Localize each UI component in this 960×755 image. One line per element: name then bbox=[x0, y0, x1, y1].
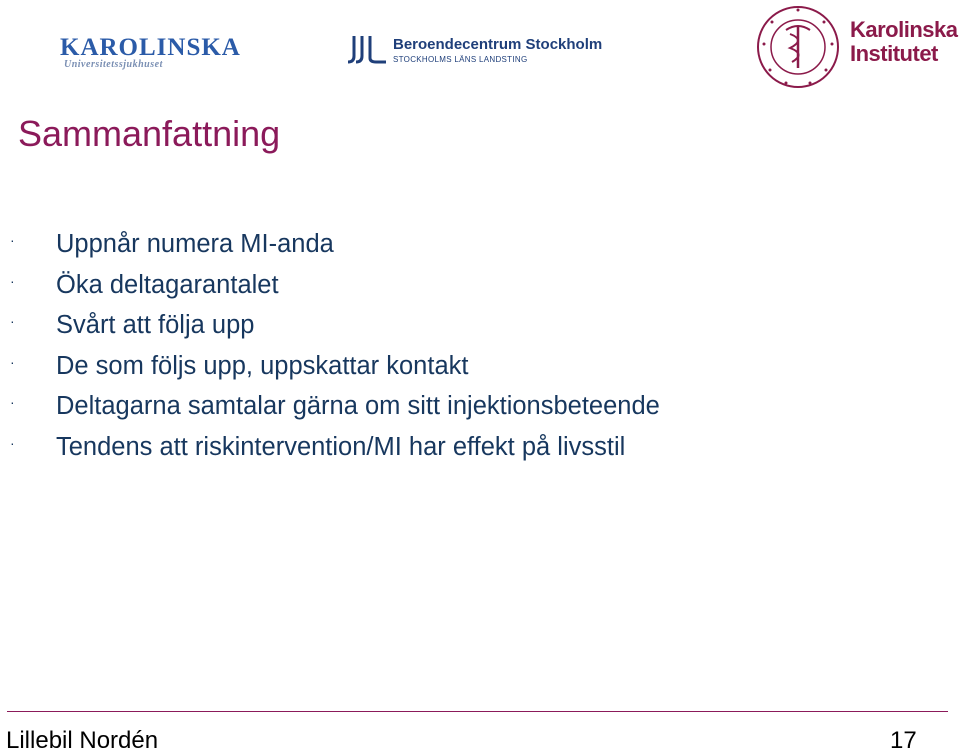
presenter-name: Lillebil Nordén bbox=[6, 727, 159, 754]
beroendecentrum-subtitle: STOCKHOLMS LÄNS LANDSTING bbox=[393, 55, 528, 64]
karolinska-hospital-logo bbox=[60, 34, 320, 74]
beroendecentrum-name: Beroendecentrum Stockholm bbox=[393, 36, 603, 53]
bullet-item bbox=[0, 230, 940, 271]
bullet-text: De som följs upp, uppskattar kontakt bbox=[56, 351, 469, 380]
karolinska-institutet-seal-icon bbox=[752, 4, 844, 90]
bullet-text: Tendens att riskintervention/MI har effekt på livsstil bbox=[56, 432, 626, 461]
bullet-item bbox=[0, 392, 940, 433]
bullet-item bbox=[0, 352, 940, 393]
bullet-item bbox=[0, 271, 940, 312]
bullet-marker: · bbox=[10, 272, 15, 289]
slide-title: Sammanfattning bbox=[18, 113, 281, 154]
bullet-marker: · bbox=[10, 434, 15, 451]
ki-name-line2: Institutet bbox=[850, 41, 938, 66]
bullet-text: Deltagarna samtalar gärna om sitt injektionsbeteende bbox=[56, 392, 660, 420]
page-number: 17 bbox=[890, 727, 917, 754]
bullet-marker: · bbox=[10, 394, 15, 410]
karolinska-institutet-name bbox=[850, 18, 958, 66]
sll-emblem-icon bbox=[348, 34, 388, 66]
bullet-text: Svårt att följa upp bbox=[56, 311, 255, 339]
ki-name-line1: Karolinska bbox=[850, 17, 958, 42]
bullet-list bbox=[0, 230, 940, 473]
footer-divider bbox=[7, 711, 948, 712]
bullet-marker: · bbox=[10, 232, 15, 248]
bullet-text: Uppnår numera MI-anda bbox=[56, 230, 334, 258]
logo-header bbox=[0, 0, 960, 95]
bullet-item bbox=[0, 311, 940, 352]
beroendecentrum-logo bbox=[348, 34, 658, 70]
bullet-marker: · bbox=[10, 313, 15, 329]
bullet-marker: · bbox=[10, 353, 15, 370]
karolinska-hospital-subtitle: Universitetssjukhuset bbox=[64, 59, 163, 70]
bullet-item bbox=[0, 433, 940, 474]
karolinska-hospital-name: KAROLINSKA bbox=[60, 34, 241, 61]
bullet-text: Öka deltagarantalet bbox=[56, 270, 279, 299]
